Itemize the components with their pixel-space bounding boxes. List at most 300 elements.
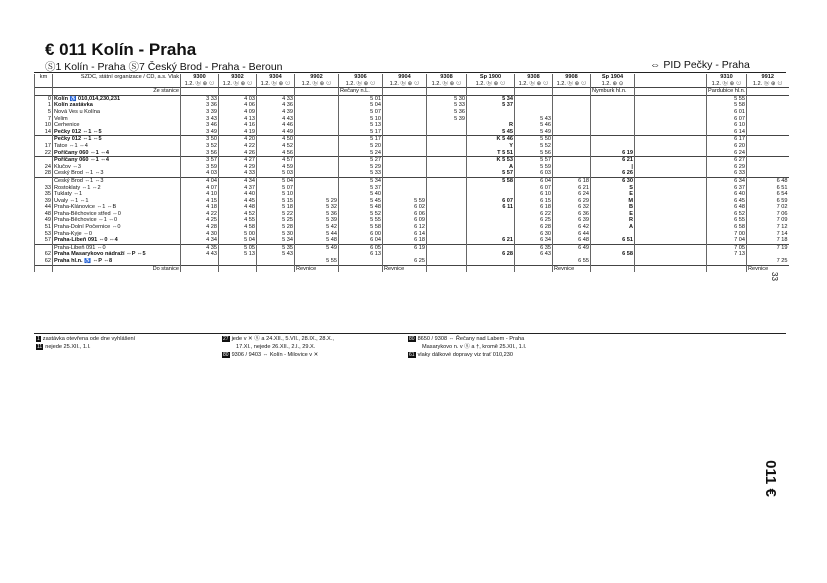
train-class: 1.2. ⓑ ⊛ ⊙	[553, 81, 591, 88]
time-cell	[427, 185, 467, 192]
time-cell	[383, 136, 427, 143]
to-station	[339, 265, 383, 272]
time-cell: 6 03	[515, 170, 553, 177]
side-line-number: 011 €	[761, 460, 779, 497]
time-cell: 4 28	[181, 224, 219, 231]
train-number: 9310	[707, 74, 747, 81]
station-name: Kolín zastávka	[53, 102, 181, 109]
time-cell	[635, 136, 707, 143]
time-cell	[635, 102, 707, 109]
time-cell	[635, 185, 707, 192]
time-cell: 4 09	[219, 109, 257, 116]
station-name: Cerhenice	[53, 122, 181, 129]
time-cell	[591, 136, 635, 143]
time-cell: 5 59	[515, 164, 553, 171]
train-number: 9308	[427, 74, 467, 81]
table-row	[35, 170, 789, 177]
time-cell	[383, 109, 427, 116]
time-cell	[553, 170, 591, 177]
time-cell: 6 44	[553, 231, 591, 238]
station-name: Velim	[53, 116, 181, 123]
page-number: 33	[769, 272, 779, 281]
time-cell: A	[467, 164, 515, 171]
train-class: 1.2. ⓑ ⊛ ⊙	[295, 81, 339, 88]
train-class: 1.2. ⓑ ⊛ ⊙	[257, 81, 295, 88]
time-cell	[515, 109, 553, 116]
time-cell	[591, 102, 635, 109]
from-station	[257, 88, 295, 96]
from-station	[383, 88, 427, 96]
time-cell	[295, 129, 339, 136]
time-cell	[295, 191, 339, 198]
time-cell: 4 26	[219, 150, 257, 157]
km-cell: 33	[35, 185, 53, 192]
time-cell: 6 04	[515, 177, 553, 184]
time-cell: R	[467, 122, 515, 129]
table-row	[35, 231, 789, 238]
from-station: Pardubice hl.n.	[708, 88, 746, 95]
time-cell	[635, 109, 707, 116]
station-name: Poříčany 060 ⇔1 ⇔4	[53, 157, 181, 164]
table-row	[35, 198, 789, 205]
time-cell	[427, 136, 467, 143]
time-cell	[467, 258, 515, 265]
to-station: Řevnice	[295, 265, 339, 272]
time-cell	[747, 251, 789, 258]
km-cell: 24	[35, 164, 53, 171]
time-cell: 5 45	[467, 129, 515, 136]
time-cell	[427, 244, 467, 251]
column-km: km	[35, 74, 53, 81]
train-class: 1.2. ⓑ ⊛ ⊙	[383, 81, 427, 88]
station-name: Tatce ⇔1 ⇔4	[53, 143, 181, 150]
time-cell	[427, 231, 467, 238]
station-name: Praha-Běchovice ⇔1 ⇔0	[53, 217, 181, 224]
time-cell: 5 04	[339, 102, 383, 109]
time-cell	[295, 157, 339, 164]
time-cell: 6 48	[707, 204, 747, 211]
to-station: Řevnice	[553, 265, 591, 272]
station-name: Praha-Dolní Počernice ⇔0	[53, 224, 181, 231]
time-cell: 4 45	[219, 198, 257, 205]
time-cell: 5 55	[707, 95, 747, 102]
time-cell: 4 27	[219, 157, 257, 164]
time-cell: 5 07	[339, 109, 383, 116]
table-row	[35, 191, 789, 198]
time-cell: 5 20	[339, 143, 383, 150]
time-cell: 6 59	[747, 198, 789, 205]
time-cell	[427, 258, 467, 265]
time-cell: 4 49	[257, 129, 295, 136]
train-number-row	[35, 74, 789, 81]
time-cell: 4 39	[257, 109, 295, 116]
km-cell: 5	[35, 109, 53, 116]
km-cell: 28	[35, 170, 53, 177]
time-cell	[295, 102, 339, 109]
table-row	[35, 237, 789, 244]
km-cell: 62	[35, 258, 53, 265]
time-cell: 6 27	[707, 157, 747, 164]
time-cell: 5 58	[707, 102, 747, 109]
time-cell: 6 12	[383, 224, 427, 231]
from-station	[553, 88, 591, 96]
time-cell	[383, 157, 427, 164]
time-cell: 3 43	[181, 116, 219, 123]
time-cell: 4 22	[219, 143, 257, 150]
time-cell: 5 52	[339, 211, 383, 218]
time-cell	[553, 150, 591, 157]
km-cell: 7	[35, 116, 53, 123]
time-cell: 5 36	[295, 211, 339, 218]
km-cell: 0	[35, 95, 53, 102]
time-cell: 4 03	[219, 95, 257, 102]
train-number: 9308	[515, 74, 553, 81]
time-cell: 5 18	[257, 204, 295, 211]
time-cell	[553, 136, 591, 143]
time-cell	[591, 122, 635, 129]
time-cell	[553, 95, 591, 102]
time-cell	[383, 143, 427, 150]
time-cell: 5 13	[339, 122, 383, 129]
time-cell	[635, 177, 707, 184]
time-cell	[553, 116, 591, 123]
time-cell: 4 58	[219, 224, 257, 231]
cell-empty	[35, 88, 53, 96]
time-cell: 6 32	[553, 204, 591, 211]
time-cell: 5 25	[257, 217, 295, 224]
from-station	[635, 88, 707, 96]
time-cell	[427, 129, 467, 136]
time-cell	[467, 109, 515, 116]
table-row	[35, 251, 789, 258]
to-station	[635, 265, 707, 272]
time-cell: 4 20	[219, 136, 257, 143]
time-cell: 4 22	[181, 211, 219, 218]
time-cell: 4 33	[219, 170, 257, 177]
cell-empty	[35, 81, 53, 88]
time-cell	[295, 251, 339, 258]
station-name: Praha-Libeň 091 ⇔0	[53, 244, 181, 251]
km-cell: 22	[35, 150, 53, 157]
time-cell	[427, 217, 467, 224]
time-cell: 5 39	[427, 116, 467, 123]
train-number: 9300	[181, 74, 219, 81]
time-cell	[181, 258, 219, 265]
km-cell: 17	[35, 143, 53, 150]
time-cell: 3 50	[181, 136, 219, 143]
time-cell: 3 33	[181, 95, 219, 102]
time-cell: 6 39	[553, 217, 591, 224]
time-cell: 6 45	[707, 198, 747, 205]
time-cell: 5 32	[295, 204, 339, 211]
train-class-row	[35, 81, 789, 88]
time-cell	[295, 136, 339, 143]
station-name: Praha-Kyje ⇔0	[53, 231, 181, 238]
time-cell: 5 33	[427, 102, 467, 109]
time-cell: 6 58	[707, 224, 747, 231]
time-cell: 7 14	[747, 231, 789, 238]
to-station	[707, 265, 747, 272]
train-class: 1.2. ⓑ ⊛ ⊙	[427, 81, 467, 88]
time-cell	[591, 231, 635, 238]
time-cell: E	[591, 191, 635, 198]
time-cell: 5 10	[257, 191, 295, 198]
time-cell	[383, 185, 427, 192]
time-cell	[515, 95, 553, 102]
table-row	[35, 143, 789, 150]
time-cell	[591, 143, 635, 150]
to-station	[467, 265, 515, 272]
station-name: Český Brod ⇔1 ⇔3	[53, 170, 181, 177]
time-cell	[383, 170, 427, 177]
train-class: 1.2. ⊛ ⊙	[591, 81, 635, 88]
time-cell: 5 35	[257, 244, 295, 251]
time-cell: 6 52	[707, 211, 747, 218]
time-cell	[635, 129, 707, 136]
time-cell	[427, 251, 467, 258]
from-station: Nymburk hl.n.	[591, 88, 635, 96]
time-cell: 6 24	[553, 191, 591, 198]
time-cell: 4 29	[219, 164, 257, 171]
time-cell: 6 10	[515, 191, 553, 198]
time-cell	[383, 150, 427, 157]
time-cell: 5 27	[339, 157, 383, 164]
train-class: 1.2. ⓑ ⊛ ⊙	[467, 81, 515, 88]
time-cell: 5 01	[339, 95, 383, 102]
time-cell: 6 21	[467, 237, 515, 244]
table-bottom-line	[34, 333, 786, 334]
time-cell: 5 55	[295, 258, 339, 265]
table-row	[35, 217, 789, 224]
time-cell	[747, 102, 789, 109]
time-cell	[591, 109, 635, 116]
time-cell: 4 55	[219, 217, 257, 224]
footnote-4: 80 9306 / 9403 ⇔ Kolín - Milovice v ✕	[223, 352, 319, 358]
time-cell	[295, 116, 339, 123]
time-cell	[467, 224, 515, 231]
train-number: 9302	[219, 74, 257, 81]
station-name: Praha-Běchovice střed ⇔0	[53, 211, 181, 218]
time-cell: K 5 53	[467, 157, 515, 164]
time-cell	[295, 170, 339, 177]
station-name: Praha-Klánovice ⇔1 ⇔B	[53, 204, 181, 211]
time-cell	[747, 129, 789, 136]
train-class: 1.2. ⓑ ⊛ ⊙	[339, 81, 383, 88]
time-cell	[747, 170, 789, 177]
time-cell	[635, 211, 707, 218]
time-cell: 7 12	[747, 224, 789, 231]
header-divider	[34, 72, 786, 73]
time-cell: 4 48	[219, 204, 257, 211]
time-cell	[383, 116, 427, 123]
time-cell	[295, 150, 339, 157]
from-station	[747, 88, 789, 96]
time-cell	[747, 164, 789, 171]
station-name: Rostoklaty ⇔1 ⇔2	[53, 185, 181, 192]
train-class: 1.2. ⓑ ⊛ ⊙	[219, 81, 257, 88]
time-cell	[467, 217, 515, 224]
time-cell: 6 30	[515, 231, 553, 238]
time-cell	[467, 244, 515, 251]
train-number: Sp 1900	[467, 74, 515, 81]
time-cell: 6 51	[591, 237, 635, 244]
to-station	[257, 265, 295, 272]
time-cell	[295, 95, 339, 102]
time-cell	[427, 211, 467, 218]
time-cell: 4 34	[219, 177, 257, 184]
train-number: 9306	[339, 74, 383, 81]
time-cell: 4 52	[257, 143, 295, 150]
time-cell: 5 57	[467, 170, 515, 177]
time-cell	[635, 143, 707, 150]
time-cell	[383, 164, 427, 171]
km-cell: 1	[35, 102, 53, 109]
time-cell: 5 37	[339, 185, 383, 192]
time-cell: 6 24	[707, 150, 747, 157]
to-station	[219, 265, 257, 272]
time-cell: S	[591, 185, 635, 192]
table-row	[35, 136, 789, 143]
km-cell	[35, 244, 53, 251]
station-name: Praha hl.n. ♿ ⇔P ⇔8	[53, 258, 181, 265]
time-cell: 5 05	[219, 244, 257, 251]
station-name: Úvaly ⇔1 ⇔1	[53, 198, 181, 205]
time-cell	[295, 143, 339, 150]
time-cell: 3 39	[181, 109, 219, 116]
time-cell: 5 34	[339, 177, 383, 184]
from-station	[295, 88, 339, 96]
train-class: 1.2. ⓑ ⊛ ⊙	[707, 81, 747, 88]
train-number: 9904	[383, 74, 427, 81]
station-name: Pečky 012 ⇔1 ⇔5	[53, 129, 181, 136]
train-number	[635, 74, 707, 81]
footnote-icon: 27	[223, 336, 229, 342]
time-cell: 6 48	[553, 237, 591, 244]
from-station	[427, 88, 467, 96]
time-cell: 4 52	[219, 211, 257, 218]
time-cell	[427, 170, 467, 177]
time-cell	[635, 198, 707, 205]
time-cell: 4 34	[181, 237, 219, 244]
time-cell: 5 36	[427, 109, 467, 116]
time-cell: 6 09	[383, 217, 427, 224]
km-cell: 14	[35, 129, 53, 136]
time-cell: 5 29	[295, 198, 339, 205]
time-cell: 4 06	[219, 102, 257, 109]
time-cell: 6 21	[591, 157, 635, 164]
time-cell: 5 46	[515, 122, 553, 129]
time-cell: 6 28	[515, 224, 553, 231]
table-row	[35, 129, 789, 136]
time-cell: 7 09	[747, 217, 789, 224]
table-row	[35, 185, 789, 192]
time-cell	[427, 122, 467, 129]
time-cell: 7 19	[747, 244, 789, 251]
time-cell	[427, 191, 467, 198]
time-cell: 4 19	[219, 129, 257, 136]
time-cell	[591, 129, 635, 136]
station-name: Kolín ♿ 010,014,230,231	[53, 95, 181, 102]
time-cell	[591, 258, 635, 265]
time-cell: 6 19	[383, 244, 427, 251]
time-cell: 7 00	[707, 231, 747, 238]
time-cell	[553, 251, 591, 258]
footnote-3b: 17.XI., nejede 26.XII., 2.I., 29.X.	[236, 344, 316, 350]
time-cell: 6 07	[515, 185, 553, 192]
time-cell	[383, 122, 427, 129]
time-cell: 4 30	[181, 231, 219, 238]
time-cell	[219, 258, 257, 265]
footnote-icon: 61	[409, 352, 415, 358]
station-name: Klučov ⇔3	[53, 164, 181, 171]
time-cell: 5 58	[339, 224, 383, 231]
from-station: Ze stanice	[53, 88, 181, 96]
footnote-3: 27 jede v ✕ Ⓢ a 24.XII., 5.VII., 28.IX., 28.X.,	[223, 336, 334, 342]
time-cell: 6 18	[553, 177, 591, 184]
time-cell	[747, 143, 789, 150]
time-cell: 4 43	[181, 251, 219, 258]
time-cell: 5 04	[257, 177, 295, 184]
table-row	[35, 204, 789, 211]
time-cell	[635, 150, 707, 157]
line-subtitle: Ⓢ1 Kolín - Praha Ⓢ7 Český Brod - Praha - Beroun	[45, 61, 283, 73]
time-cell: E	[591, 211, 635, 218]
time-cell: 5 49	[515, 129, 553, 136]
time-cell	[427, 150, 467, 157]
time-cell: 7 25	[747, 258, 789, 265]
from-station	[181, 88, 219, 96]
km-cell: 53	[35, 231, 53, 238]
time-cell	[383, 102, 427, 109]
time-cell: 4 35	[181, 244, 219, 251]
time-cell	[553, 143, 591, 150]
station-name: Praha-Libeň 091 ⇔0 ⇔4	[53, 237, 181, 244]
time-cell: 6 19	[591, 150, 635, 157]
footnote-5: 80 8650 / 9308 ⇔ Řečany nad Labem - Praha	[409, 336, 525, 342]
time-cell	[591, 116, 635, 123]
time-cell: 7 05	[707, 244, 747, 251]
table-row	[35, 157, 789, 164]
from-station	[515, 88, 553, 96]
time-cell	[635, 95, 707, 102]
time-cell: 4 04	[181, 177, 219, 184]
time-cell: M	[591, 198, 635, 205]
time-cell	[747, 116, 789, 123]
time-cell: B	[591, 204, 635, 211]
time-cell: 6 28	[467, 251, 515, 258]
time-cell	[295, 185, 339, 192]
time-cell: 6 06	[383, 211, 427, 218]
time-cell: 6 11	[467, 204, 515, 211]
time-cell: 6 37	[707, 185, 747, 192]
footnote-1: 1 zastávka otevřena ode dne vyhlášení	[37, 336, 136, 342]
time-cell: 3 46	[181, 122, 219, 129]
time-cell: 6 14	[707, 129, 747, 136]
time-cell	[635, 157, 707, 164]
time-cell: 6 13	[339, 251, 383, 258]
station-name: Pečky 012 ⇔1 ⇔5	[53, 136, 181, 143]
train-number: 9902	[295, 74, 339, 81]
cell-empty	[35, 265, 53, 272]
time-cell: 6 55	[707, 217, 747, 224]
time-cell	[591, 244, 635, 251]
time-cell: 5 43	[257, 251, 295, 258]
time-cell	[635, 237, 707, 244]
time-cell: A	[591, 224, 635, 231]
km-cell: 44	[35, 204, 53, 211]
cell-empty	[53, 81, 181, 88]
time-cell: 6 04	[339, 237, 383, 244]
